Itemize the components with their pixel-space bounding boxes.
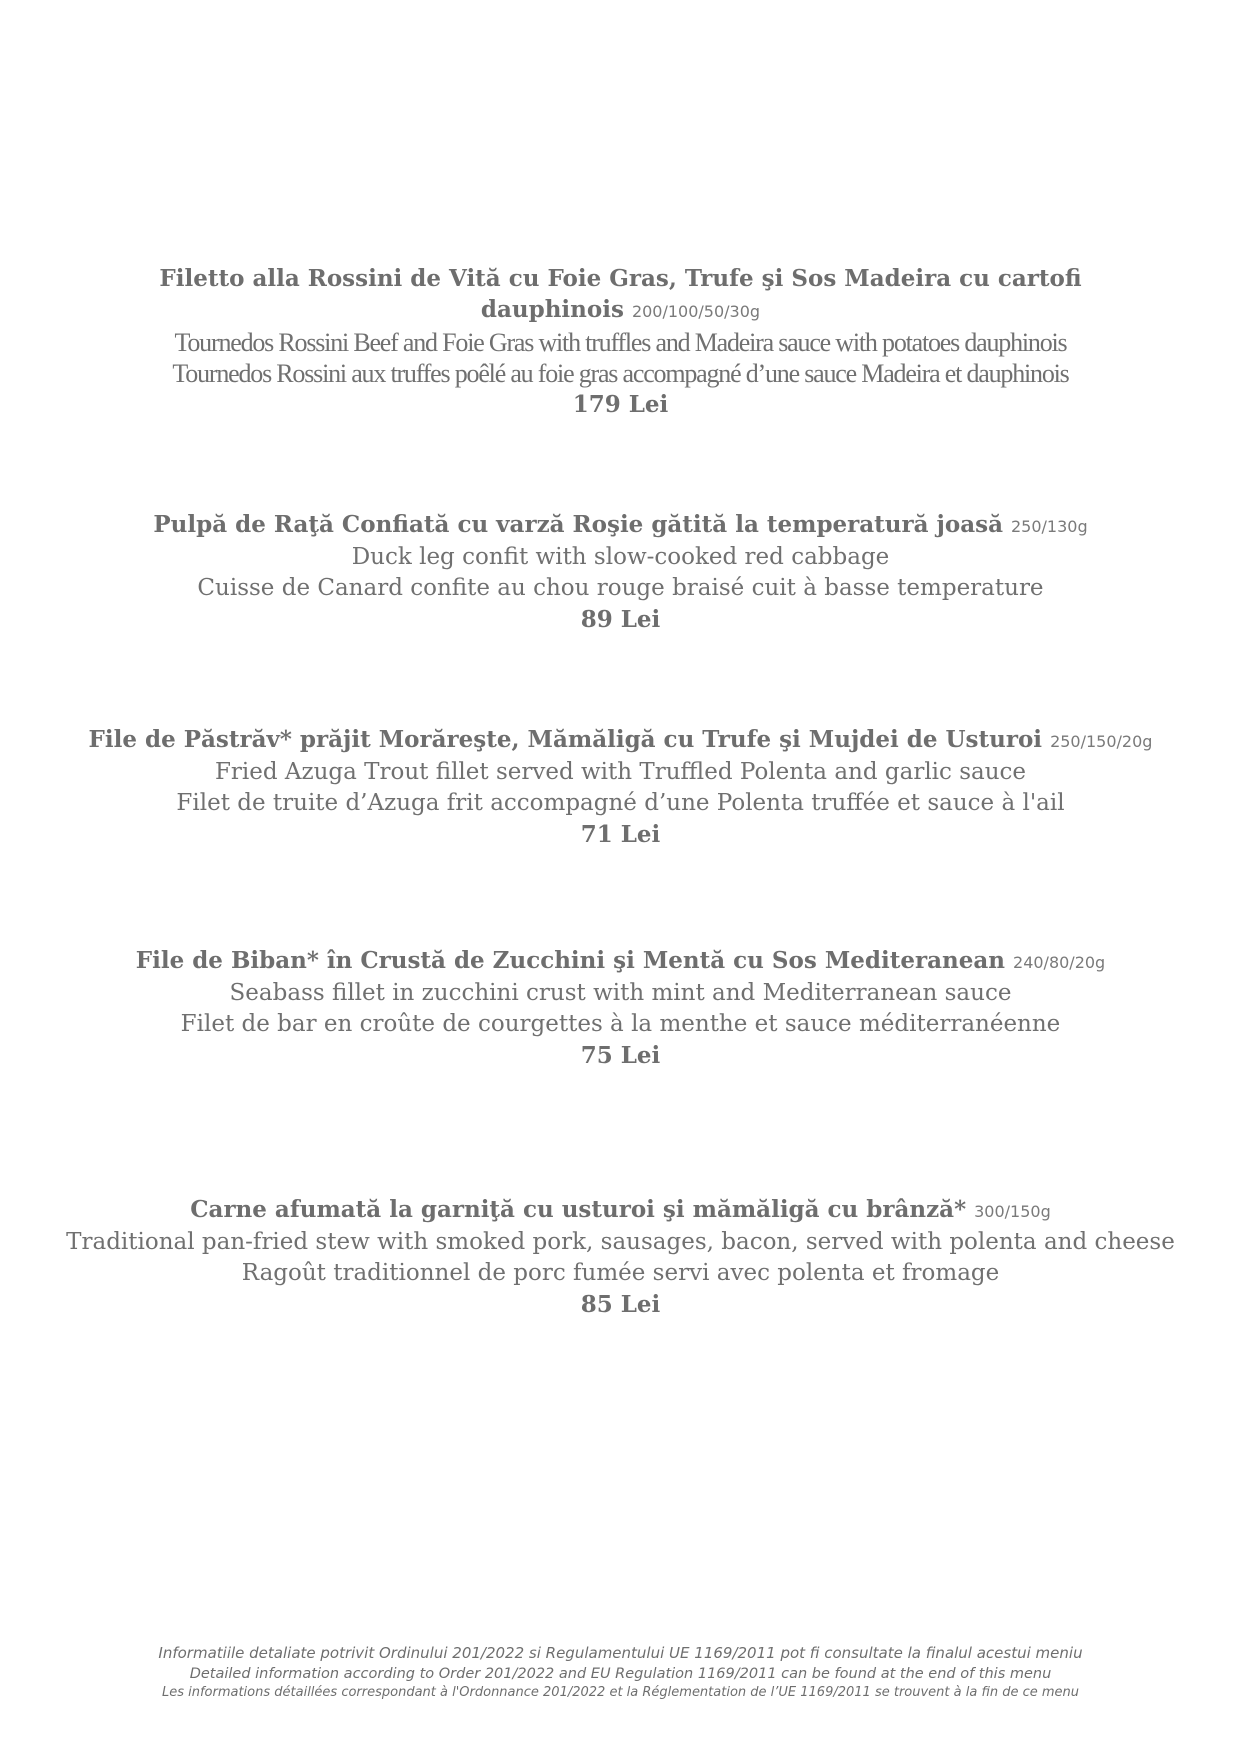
dish-description-fr: Cuisse de Canard confite au chou rouge braisé cuit à basse temperature	[197, 575, 1044, 601]
footer-note-en: Detailed information according to Order 201/2022 and EU Regulation 1169/2011 can be found at the end of this menu	[189, 1666, 1052, 1682]
menu-item-tournedos-rossini	[0, 263, 1241, 420]
dish-weight: 250/150/20g	[1050, 732, 1153, 751]
footer-note-fr: Les informations détaillées correspondant à l'Ordonnance 201/2022 et la Réglementation de l’UE 1169/2011 se trouvent à la fin de ce menu	[161, 1685, 1080, 1700]
dish-title-row	[0, 1194, 1241, 1227]
dish-description-fr: Ragoût traditionnel de porc fumée servi avec polenta et fromage	[241, 1260, 1000, 1286]
dish-title-row	[0, 724, 1241, 757]
footer-note-ro: Informatiile detaliate potrivit Ordinului 201/2022 si Regulamentului UE 1169/2011 pot fi consultate la finalul acestui meniu	[158, 1644, 1083, 1662]
dish-description-en: Fried Azuga Trout fillet served with Truffled Polenta and garlic sauce	[214, 759, 1027, 785]
dish-title-continued	[0, 294, 1241, 327]
dish-description-en: Duck leg confit with slow-cooked red cabbage	[351, 544, 890, 570]
dish-title: Pulpă de Raţă Confiată cu varză Roşie gătită la temperatură joasă	[153, 511, 1003, 538]
dish-price: 179 Lei	[572, 391, 669, 418]
menu-item-seabass-fillet	[0, 945, 1241, 1071]
dish-description-en: Seabass fillet in zucchini crust with mint and Mediterranean sauce	[229, 980, 1012, 1006]
dish-price: 85 Lei	[580, 1291, 661, 1318]
dish-title: Carne afumată la garniţă cu usturoi şi mămăligă cu brânză*	[190, 1196, 967, 1223]
dish-price: 71 Lei	[580, 821, 661, 848]
dish-description-en: Traditional pan-fried stew with smoked pork, sausages, bacon, served with polenta and cheese	[66, 1229, 1175, 1255]
dish-description-en: Tournedos Rossini Beef and Foie Gras with truffles and Madeira sauce with potatoes dauphinois	[174, 328, 1067, 357]
dish-weight: 240/80/20g	[1013, 953, 1106, 972]
dish-price: 89 Lei	[580, 606, 661, 633]
menu-item-duck-leg	[0, 509, 1241, 635]
dish-description-fr: Tournedos Rossini aux truffes poêlé au foie gras accompagné d’une sauce Madeira et dauphinois	[172, 359, 1069, 388]
dish-title-row	[0, 945, 1241, 978]
dish-price: 75 Lei	[580, 1042, 661, 1069]
dish-title: File de Păstrăv* prăjit Morăreşte, Mămăligă cu Trufe şi Mujdei de Usturoi	[88, 726, 1043, 753]
dish-description-fr: Filet de truite d’Azuga frit accompagné d’une Polenta truffée et sauce à l'ail	[176, 790, 1065, 816]
dish-title-line2: dauphinois	[480, 296, 624, 323]
dish-weight: 250/130g	[1011, 517, 1088, 536]
menu-item-trout-fillet	[0, 724, 1241, 850]
dish-description-fr: Filet de bar en croûte de courgettes à la menthe et sauce méditerranéenne	[180, 1011, 1061, 1037]
dish-title: Filetto alla Rossini de Vită cu Foie Gras, Trufe şi Sos Madeira cu cartofi	[159, 265, 1082, 292]
dish-title: File de Biban* în Crustă de Zucchini şi Mentă cu Sos Mediteranean	[135, 947, 1005, 974]
dish-title-row	[0, 509, 1241, 542]
dish-weight: 300/150g	[974, 1202, 1051, 1221]
menu-item-smoked-pork-stew	[0, 1194, 1241, 1320]
allergen-info-footer	[0, 1642, 1241, 1702]
dish-weight: 200/100/50/30g	[631, 302, 761, 321]
